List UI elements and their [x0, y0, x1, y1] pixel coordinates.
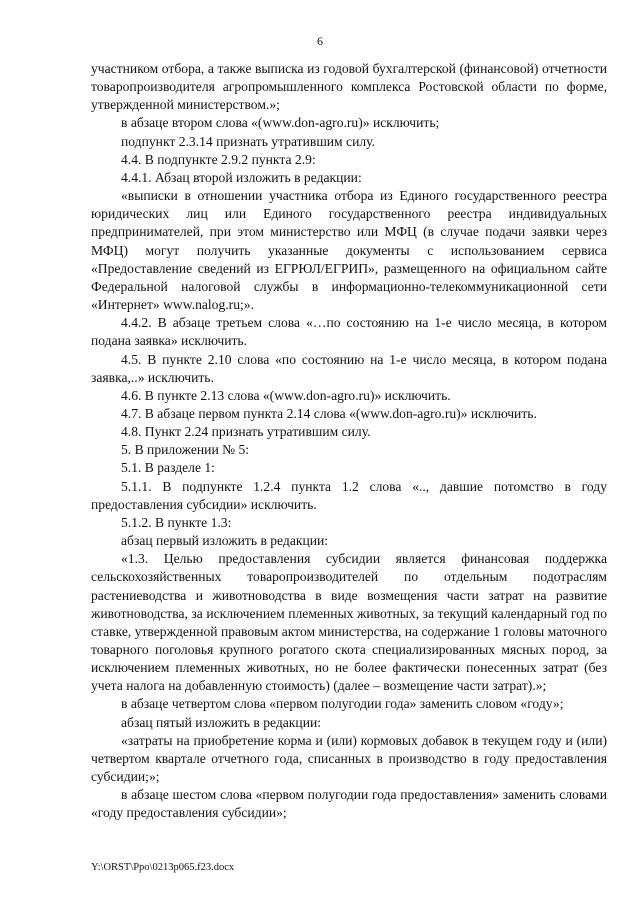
paragraph: 4.6. В пункте 2.13 слова «(www.don-agro.ru)» исключить.: [121, 387, 451, 403]
footer-file-path: Y:\ORST\Ppo\0213p065.f23.docx: [91, 862, 235, 873]
paragraph: 4.5. В пункте 2.10 слова «по состоянию на 1-е число месяца, в котором подана заявка,..» исключить.: [91, 351, 607, 385]
paragraph: в абзаце четвертом слова «первом полугодии года» заменить словом «году»;: [121, 696, 564, 712]
page-number: 6: [317, 34, 323, 48]
paragraph: в абзаце втором слова «(www.don-agro.ru)» исключить;: [121, 115, 440, 131]
paragraph: «выписки в отношении участника отбора из Единого государственного реестра юридических лиц или Единого государственного реестра индивидуальных предпринимателей, при этом министерство или МФЦ (в случае подачи заявки через МФЦ) могут получить указанные документы с использованием сервиса «Предоставление сведений из ЕГРЮЛ/ЕГРИП», размещенного на официальном сайте Федеральной налоговой службы в информационно-телекоммуникационной сети «Интернет» www.nalog.ru;».: [91, 188, 607, 313]
paragraph: 4.8. Пункт 2.24 признать утратившим силу.: [121, 424, 371, 440]
paragraph: подпункт 2.3.14 признать утратившим силу.: [121, 133, 375, 149]
paragraph: 4.4.1. Абзац второй изложить в редакции:: [121, 169, 362, 185]
paragraph: в абзаце шестом слова «первом полугодии года предоставления» заменить словами «году предоставления субсидии»;: [91, 787, 607, 821]
document-body: [91, 60, 607, 823]
paragraph: 4.4. В подпункте 2.9.2 пункта 2.9:: [121, 151, 316, 167]
paragraph: 5.1.2. В пункте 1.3:: [121, 514, 232, 530]
paragraph: 5.1. В разделе 1:: [121, 460, 215, 476]
paragraph: 5. В приложении № 5:: [121, 442, 250, 458]
paragraph: 5.1.1. В подпункте 1.2.4 пункта 1.2 слова «.., давшие потомство в году предоставления субсидии» исключить.: [91, 478, 607, 512]
paragraph: участником отбора, а также выписка из годовой бухгалтерской (финансовой) отчетности товаропроизводителя агропромышленного комплекса Ростовской области по форме, утвержденной министерством.»;: [91, 61, 607, 113]
paragraph: абзац первый изложить в редакции:: [121, 533, 329, 549]
paragraph: 4.7. В абзаце первом пункта 2.14 слова «(www.don-agro.ru)» исключить.: [121, 405, 537, 421]
paragraph: «затраты на приобретение корма и (или) кормовых добавок в текущем году и (или) четвертом квартале отчетного года, списанных в производство в году предоставления субсидии;»;: [91, 732, 607, 785]
paragraph: 4.4.2. В абзаце третьем слова «…по состоянию на 1-е число месяца, в котором подана заявка» исключить.: [91, 315, 607, 349]
paragraph: «1.3. Целью предоставления субсидии является финансовая поддержка сельскохозяйственных товаропроизводителей по отдельным подотраслям растениеводства и животноводства в виде возмещения части затрат на развитие животноводства, за исключением племенных животных, за текущий календарный год по ставке, утвержденной правовым актом министерства, на содержание 1 головы маточного товарного поголовья крупного рогатого скота специализированных мясных пород, за исключением племенных животных, но не более фактически понесенных затрат (без учета налога на добавленную стоимость) (далее – возмещение части затрат).»;: [91, 551, 607, 694]
paragraph: абзац пятый изложить в редакции:: [121, 714, 322, 730]
